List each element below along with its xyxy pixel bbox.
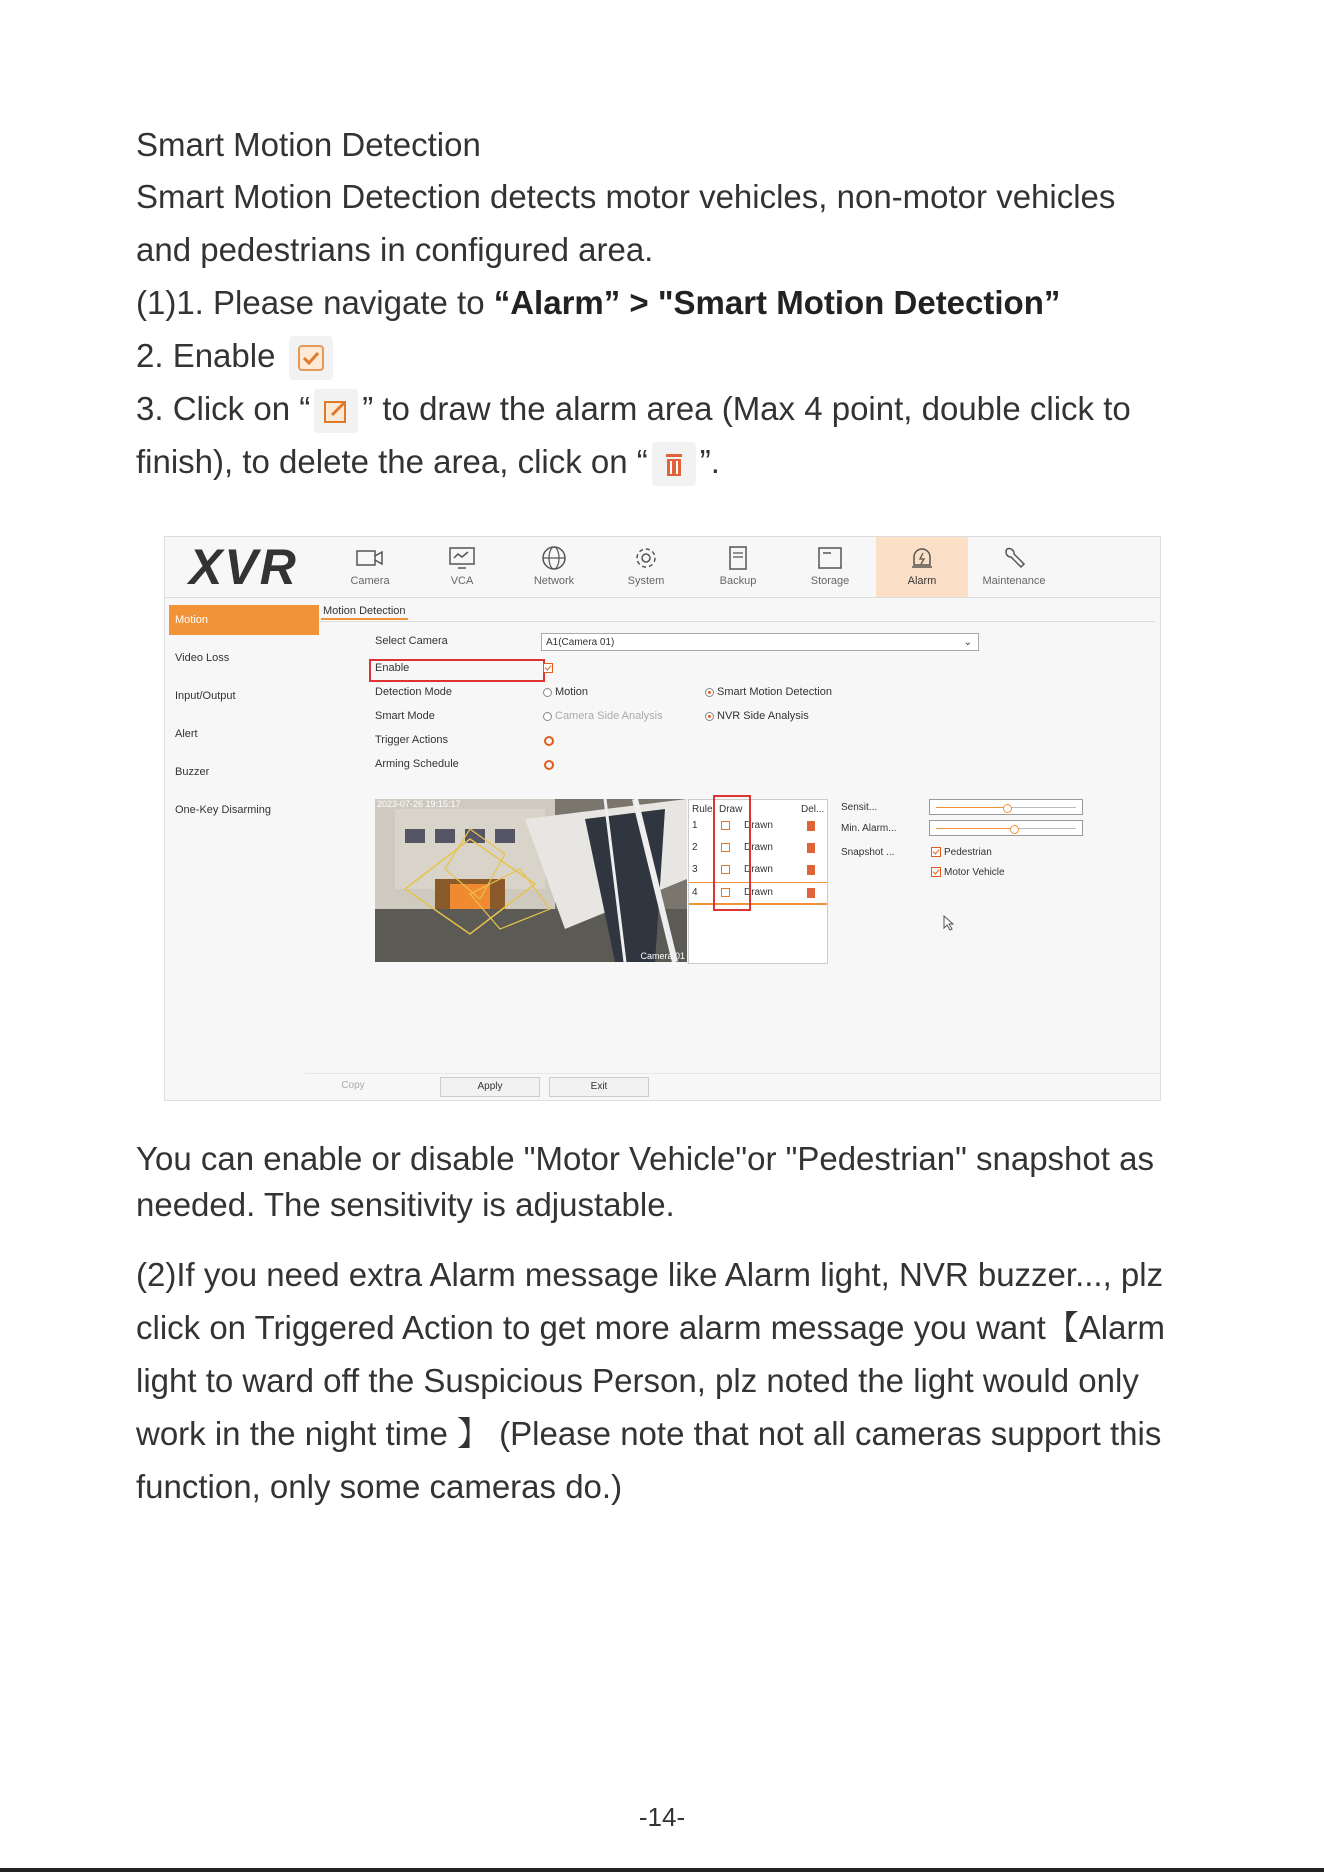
video-timestamp: 2023-07-26 19:15:17 [377, 799, 461, 809]
radio-label: Motion [555, 686, 589, 698]
rule-number: 1 [692, 820, 698, 831]
document-body-lower [136, 1136, 1206, 1228]
page-bottom-border [0, 1868, 1324, 1872]
tab-vca[interactable] [416, 537, 508, 597]
tab-label: Storage [810, 575, 850, 587]
document-body [136, 118, 1206, 488]
arming-schedule-label: Arming Schedule [375, 758, 459, 770]
min-alarm-label: Min. Alarm... [841, 823, 897, 834]
wrench-icon [999, 545, 1029, 571]
enable-checkbox-icon [289, 336, 333, 380]
detection-mode-motion-radio[interactable] [543, 686, 588, 698]
tab-camera[interactable] [324, 537, 416, 597]
smart-mode-label: Smart Mode [375, 710, 435, 722]
copy-button[interactable]: Copy [341, 1080, 365, 1091]
trigger-actions-label: Trigger Actions [375, 734, 448, 746]
smart-mode-camera-radio[interactable] [543, 710, 663, 722]
page-number: -14- [638, 1802, 686, 1832]
slider-knob[interactable] [1010, 825, 1019, 834]
select-camera-value: A1(Camera 01) [546, 637, 615, 648]
motor-vehicle-checkbox[interactable] [931, 867, 1005, 878]
paragraph-3-line-5: function, only some cameras do.) [136, 1468, 623, 1505]
paragraph-3-line-1: (2)If you need extra Alarm message like Alarm light, NVR buzzer..., plz [136, 1256, 1164, 1293]
min-alarm-slider[interactable] [929, 820, 1083, 836]
rule-status: Drawn [744, 887, 773, 898]
tab-network[interactable] [508, 537, 600, 597]
top-navigation-bar [165, 537, 1160, 598]
step-3-text-a: 3. Click on “ [136, 390, 311, 427]
step-3-text-c: finish), to delete the area, click on “ [136, 443, 648, 480]
intro-line-2: and pedestrians in configured area. [136, 231, 654, 268]
draw-column-highlight-box [713, 795, 751, 911]
tab-label: Maintenance [982, 575, 1046, 587]
paragraph-2-line-1: You can enable or disable "Motor Vehicle"or "Pedestrian" snapshot as [136, 1140, 1154, 1177]
table-row [689, 882, 827, 903]
selected-row-underline [689, 903, 827, 905]
snapshot-label: Snapshot ... [841, 847, 895, 858]
sidebar-item-buzzer[interactable]: Buzzer [175, 766, 210, 778]
rule-status: Drawn [744, 820, 773, 831]
radio-label: NVR Side Analysis [717, 710, 809, 722]
tab-backup[interactable] [692, 537, 784, 597]
exit-button[interactable]: Exit [549, 1077, 649, 1097]
footer-divider [305, 1073, 1160, 1074]
enable-checkbox[interactable] [543, 662, 556, 674]
step-2 [136, 329, 1206, 382]
radio-on-icon [705, 688, 714, 697]
detection-mode-label: Detection Mode [375, 686, 453, 698]
video-camera-label: Camera 01 [640, 951, 685, 961]
table-row [689, 860, 827, 880]
xvr-logo: XVR [189, 539, 298, 595]
sidebar-item-alert[interactable]: Alert [175, 728, 198, 740]
tab-maintenance[interactable] [968, 537, 1060, 597]
checkbox-checked-icon [931, 847, 941, 857]
sensitivity-slider[interactable] [929, 799, 1083, 815]
vca-monitor-icon [447, 545, 477, 571]
intro-line-1: Smart Motion Detection detects motor vehicles, non-motor vehicles [136, 178, 1116, 215]
alarm-bell-icon [907, 545, 937, 571]
step-3-line-1 [136, 382, 1206, 435]
header-delete: Del... [801, 804, 825, 815]
alarm-sidebar [169, 605, 319, 833]
paragraph-3-line-4: work in the night time 】 (Please note that not all cameras support this [136, 1415, 1162, 1452]
rule-number: 4 [692, 887, 698, 898]
radio-on-icon [705, 712, 714, 721]
paragraph-2-line-2: needed. The sensitivity is adjustable. [136, 1186, 675, 1223]
building-scene-image [375, 799, 687, 962]
trash-icon[interactable] [807, 843, 815, 853]
camera-live-view[interactable] [375, 799, 687, 962]
draw-edit-icon [314, 389, 358, 433]
step-3-text-d: ”. [699, 443, 720, 480]
tab-label: Network [533, 575, 575, 587]
camera-icon [355, 545, 385, 571]
checkbox-checked-icon [931, 867, 941, 877]
sidebar-item-one-key-disarming[interactable]: One-Key Disarming [175, 804, 271, 816]
select-camera-dropdown[interactable] [541, 633, 979, 651]
select-camera-label: Select Camera [375, 635, 448, 647]
tab-system[interactable] [600, 537, 692, 597]
arming-schedule-gear-icon[interactable] [544, 760, 554, 770]
rule-status: Drawn [744, 864, 773, 875]
step-3-text-b: ” to draw the alarm area (Max 4 point, double click to [362, 390, 1131, 427]
rule-number: 3 [692, 864, 698, 875]
paragraph-3-line-3: light to ward off the Suspicious Person, plz noted the light would only [136, 1362, 1139, 1399]
chevron-down-icon: ⌄ [963, 637, 972, 648]
tab-label: System [627, 575, 665, 587]
sidebar-item-input-output[interactable]: Input/Output [175, 690, 236, 702]
apply-button[interactable]: Apply [440, 1077, 540, 1097]
sidebar-item-motion[interactable]: Motion [169, 605, 319, 635]
sensitivity-label: Sensit... [841, 802, 878, 813]
step-3-line-2 [136, 435, 1206, 488]
rule-status: Drawn [744, 842, 773, 853]
header-rule: Rule [692, 804, 713, 815]
section-heading: Smart Motion Detection [136, 126, 481, 163]
radio-label: Smart Motion Detection [717, 686, 832, 698]
radio-off-icon [543, 688, 552, 697]
step-1-menu-path: “Alarm” > "Smart Motion Detection” [493, 284, 1061, 321]
rules-table [688, 799, 828, 964]
tab-label: Camera [350, 575, 390, 587]
step-1 [136, 276, 1206, 329]
tab-label: VCA [450, 575, 474, 587]
checkbox-label: Pedestrian [944, 847, 992, 858]
trash-icon[interactable] [807, 821, 815, 831]
table-row [689, 838, 827, 858]
slider-fill [936, 828, 1014, 829]
tab-alarm[interactable] [876, 537, 968, 597]
table-row [689, 816, 827, 836]
rule-number: 2 [692, 842, 698, 853]
step-1-text: (1)1. Please navigate to [136, 284, 494, 321]
pedestrian-checkbox[interactable] [931, 847, 992, 858]
subtab-divider [319, 621, 1155, 622]
globe-icon [539, 545, 569, 571]
storage-icon [815, 545, 845, 571]
slider-fill [936, 807, 1007, 808]
trash-icon[interactable] [807, 888, 815, 898]
checkbox-checked-icon [543, 663, 553, 673]
xvr-alarm-screenshot [164, 536, 1161, 1101]
trash-icon [652, 442, 696, 486]
radio-label: Camera Side Analysis [555, 710, 663, 722]
slider-knob[interactable] [1003, 804, 1012, 813]
tab-label: Backup [719, 575, 757, 587]
smart-mode-nvr-radio[interactable] [705, 710, 809, 722]
backup-icon [723, 545, 753, 571]
tab-motion-detection[interactable]: Motion Detection [321, 605, 408, 620]
paragraph-3-line-2: click on Triggered Action to get more alarm message you want【Alarm [136, 1309, 1165, 1346]
tab-label: Alarm [907, 575, 937, 587]
mouse-cursor-icon [943, 915, 955, 931]
document-body-paragraph-3 [136, 1248, 1206, 1513]
detection-mode-smart-radio[interactable] [705, 686, 832, 698]
tab-storage[interactable] [784, 537, 876, 597]
trash-icon[interactable] [807, 865, 815, 875]
enable-label: Enable [375, 662, 410, 674]
sidebar-item-video-loss[interactable]: Video Loss [175, 652, 230, 664]
header-draw: Draw [719, 804, 743, 815]
trigger-actions-gear-icon[interactable] [544, 736, 554, 746]
radio-off-icon [543, 712, 552, 721]
gear-icon [631, 545, 661, 571]
step-2-text: 2. Enable [136, 337, 276, 374]
checkbox-label: Motor Vehicle [944, 867, 1005, 878]
